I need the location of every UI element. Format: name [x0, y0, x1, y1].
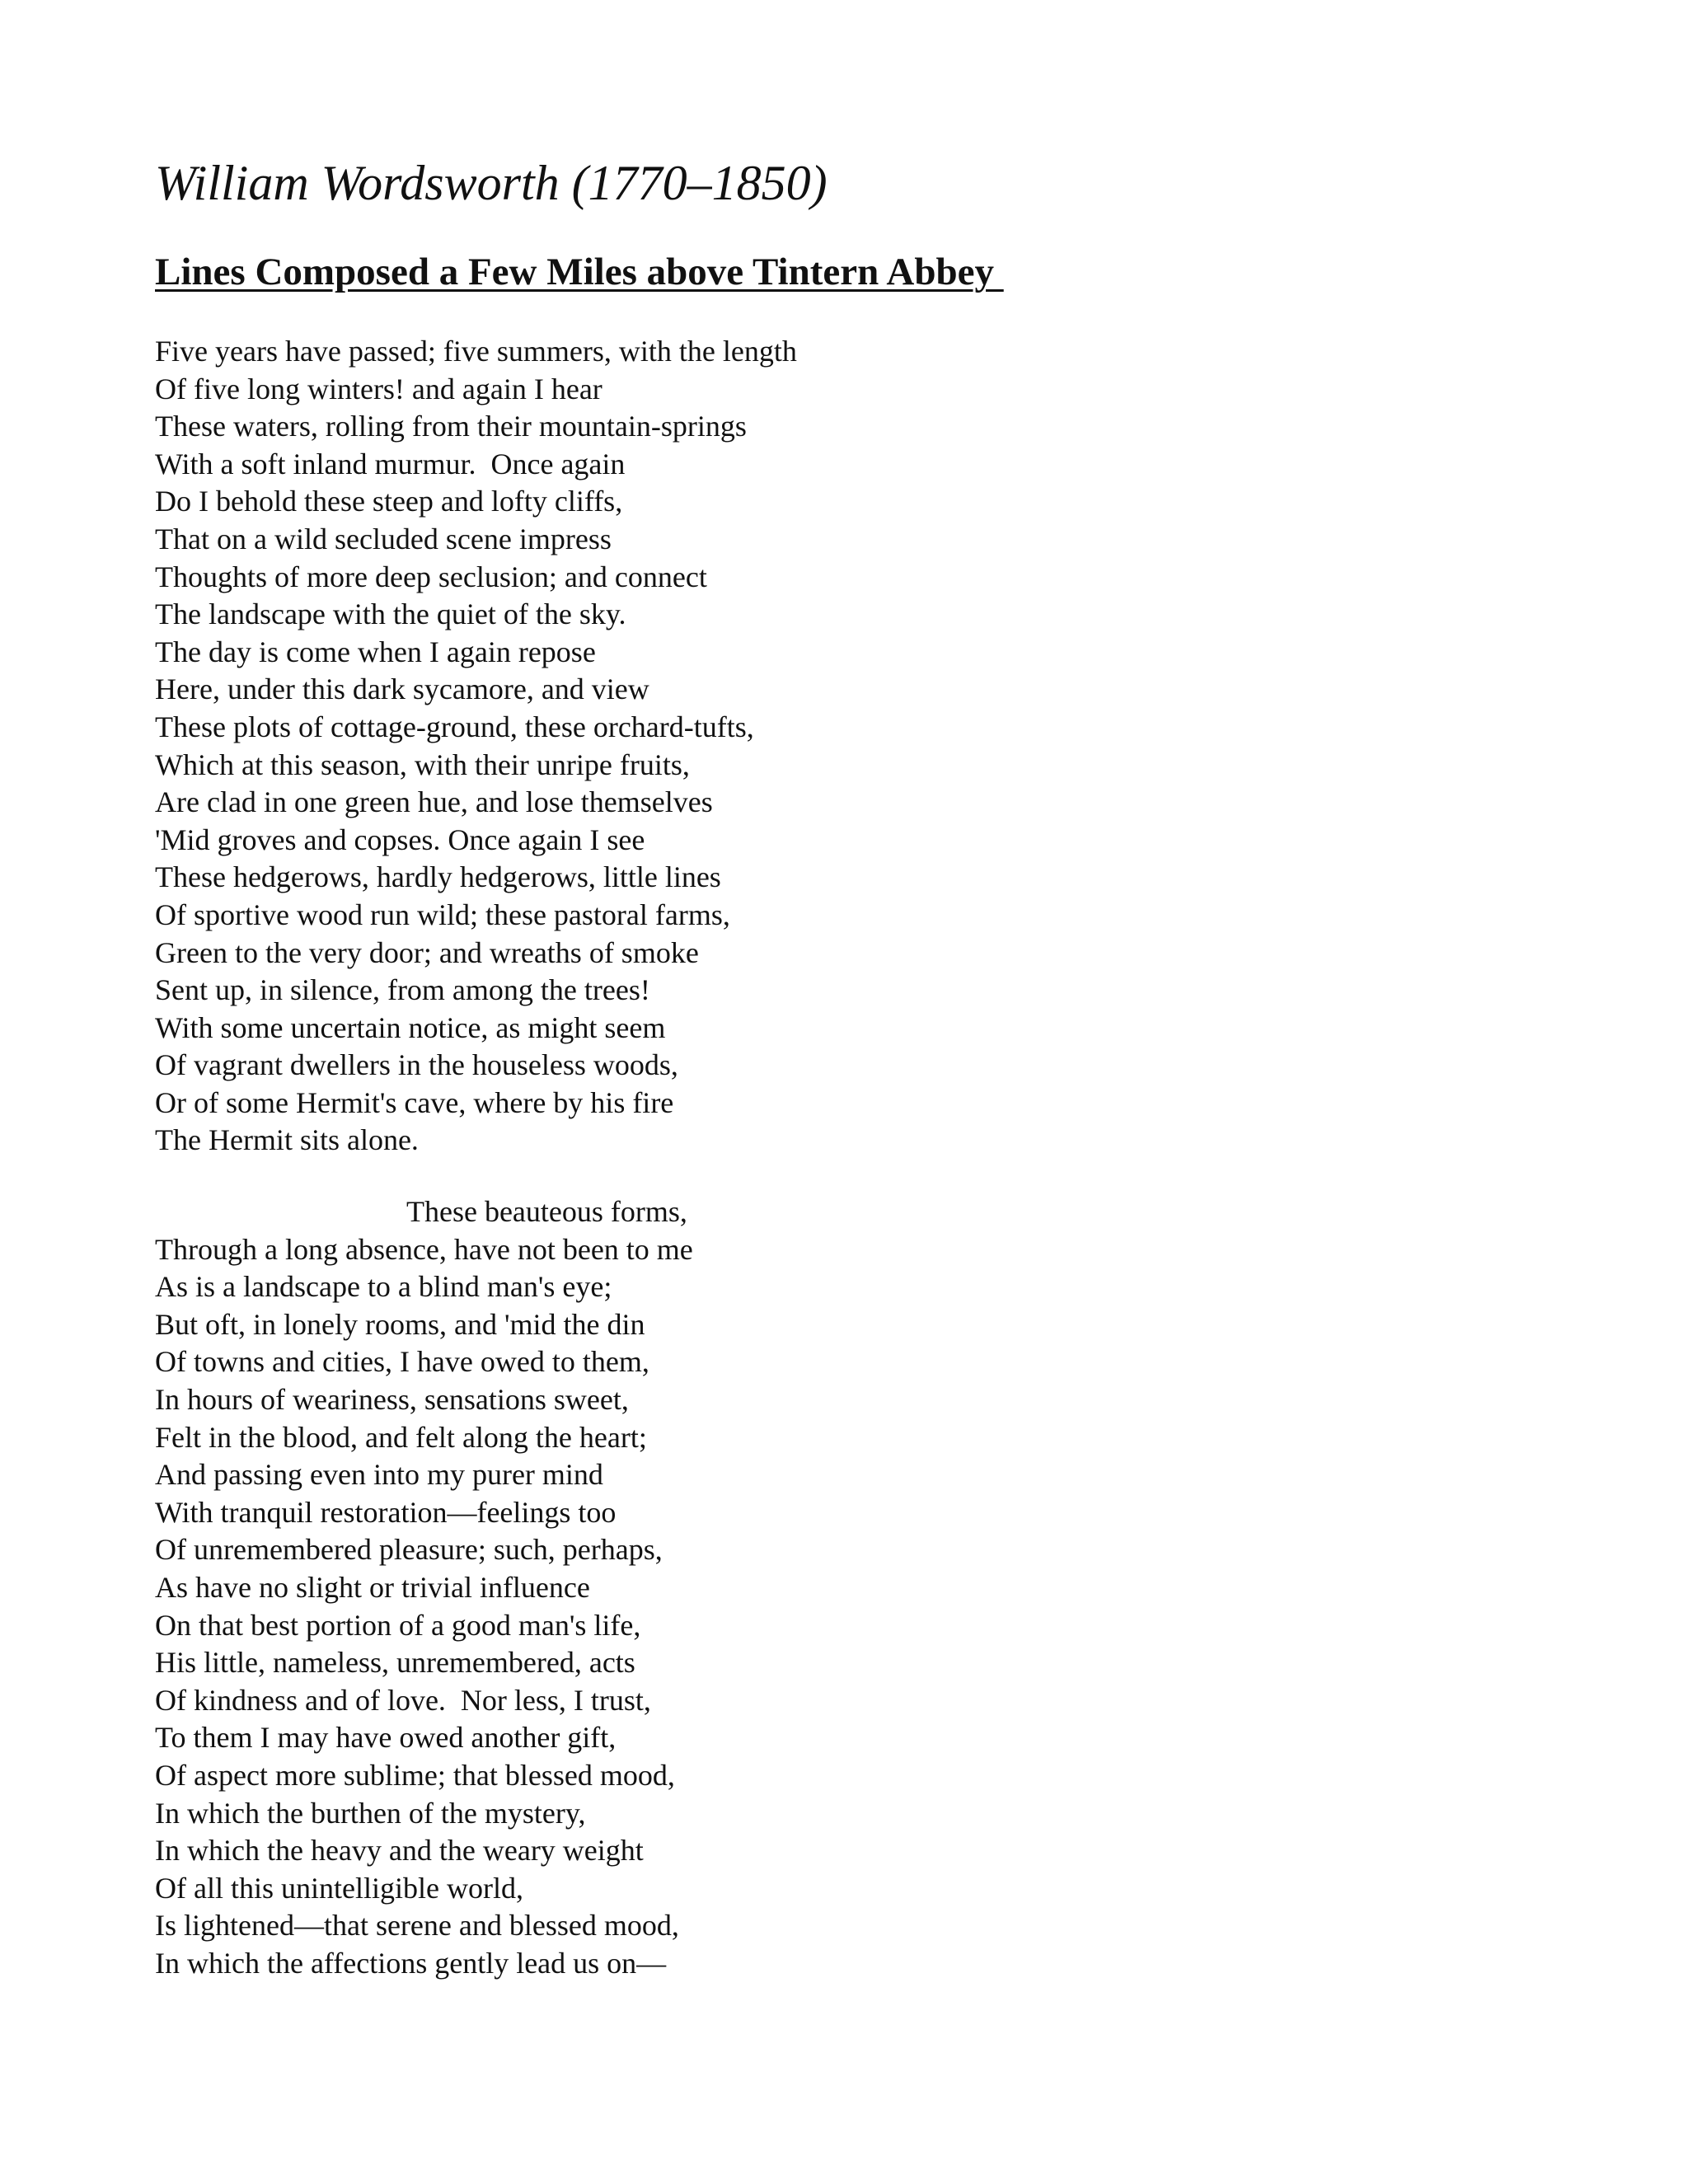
poem-line: But oft, in lonely rooms, and 'mid the din: [155, 1307, 645, 1341]
poem-line: In which the heavy and the weary weight: [155, 1834, 644, 1868]
poem-line: Thoughts of more deep seclusion; and connect: [155, 560, 707, 593]
poem-line: That on a wild secluded scene impress: [155, 522, 612, 555]
poem-line: Or of some Hermit's cave, where by his fire: [155, 1085, 674, 1119]
poem-line: These hedgerows, hardly hedgerows, little lines: [155, 860, 721, 894]
poem-line: Do I behold these steep and lofty cliffs,: [155, 485, 623, 518]
poem-line: In which the affections gently lead us on—: [155, 1946, 667, 1980]
poem-line: With some uncertain notice, as might seem: [155, 1010, 666, 1044]
poem-line: The landscape with the quiet of the sky.: [155, 598, 626, 631]
poem-line: In hours of weariness, sensations sweet,: [155, 1382, 629, 1416]
poem-line: And passing even into my purer mind: [155, 1458, 603, 1492]
poem-line-indented: These beauteous forms,: [406, 1195, 687, 1228]
poem-line: The Hermit sits alone.: [155, 1123, 419, 1157]
poem-line: Of unremembered pleasure; such, perhaps,: [155, 1533, 663, 1567]
poem-line: With a soft inland murmur. Once again: [155, 447, 626, 480]
poem-line: Which at this season, with their unripe fruits,: [155, 748, 690, 781]
poem-line: As have no slight or trivial influence: [155, 1570, 590, 1604]
poem-line: The day is come when I again repose: [155, 635, 596, 668]
author-heading: William Wordsworth (1770–1850): [155, 156, 828, 210]
poem-line: These waters, rolling from their mountain-springs: [155, 410, 747, 443]
poem-line: Through a long absence, have not been to me: [155, 1232, 693, 1266]
poem-line: Here, under this dark sycamore, and view: [155, 673, 649, 706]
poem-line: Of towns and cities, I have owed to them,: [155, 1345, 649, 1379]
poem-line: With tranquil restoration—feelings too: [155, 1495, 617, 1529]
poem-line: His little, nameless, unremembered, acts: [155, 1646, 635, 1680]
poem-line: On that best portion of a good man's life,: [155, 1608, 641, 1642]
poem-line: Of vagrant dwellers in the houseless woods,: [155, 1048, 678, 1082]
poem-line: 'Mid groves and copses. Once again I see: [155, 823, 645, 856]
poem-line: Five years have passed; five summers, with the length: [155, 335, 797, 368]
poem-title: Lines Composed a Few Miles above Tintern Abbey: [155, 251, 1004, 293]
poem-line: Sent up, in silence, from among the trees!: [155, 973, 650, 1007]
poem-line: To them I may have owed another gift,: [155, 1721, 617, 1755]
poem-line: These plots of cottage-ground, these orchard-tufts,: [155, 710, 754, 743]
stanza-1: [155, 333, 797, 1160]
poem-line: Of all this unintelligible world,: [155, 1871, 523, 1905]
poem-line: In which the burthen of the mystery,: [155, 1796, 586, 1830]
poem-line: As is a landscape to a blind man's eye;: [155, 1270, 612, 1304]
poem-line: Felt in the blood, and felt along the heart;: [155, 1420, 647, 1454]
poem-line: Of sportive wood run wild; these pastoral farms,: [155, 898, 730, 931]
poem-line: Green to the very door; and wreaths of smoke: [155, 935, 699, 969]
poem-line: Of five long winters! and again I hear: [155, 372, 603, 405]
poem-line: Is lightened—that serene and blessed mood,: [155, 1909, 679, 1943]
poem-line: Of kindness and of love. Nor less, I trust,: [155, 1683, 651, 1717]
poem-line: Of aspect more sublime; that blessed mood,: [155, 1758, 675, 1792]
poem-line: Are clad in one green hue, and lose themselves: [155, 785, 713, 819]
stanza-2: [155, 1193, 693, 1982]
